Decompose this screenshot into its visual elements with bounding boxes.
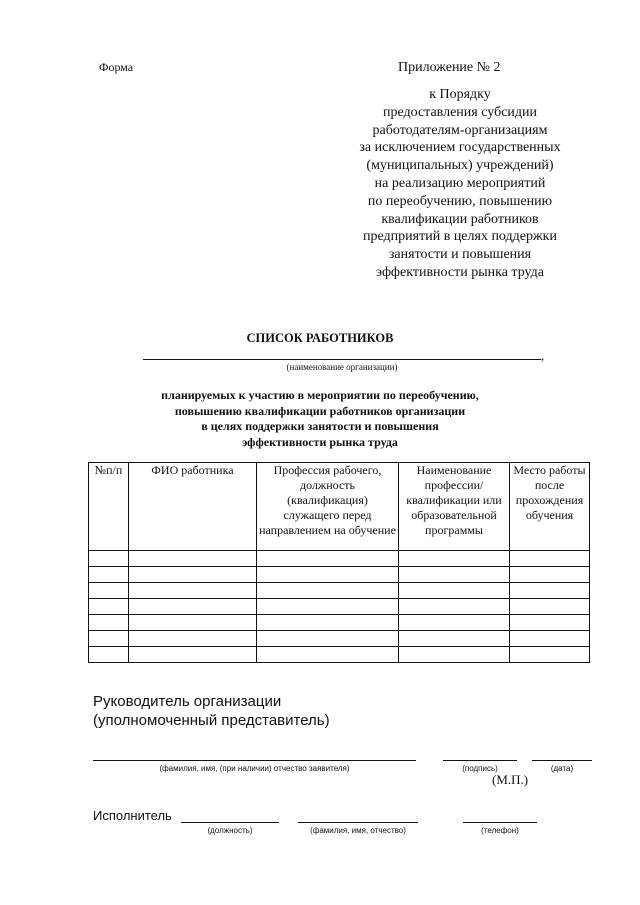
document-subtitle bbox=[120, 388, 520, 450]
subtitle-line: повышению квалификации работников организации bbox=[174, 403, 466, 418]
table-cell[interactable] bbox=[89, 551, 129, 567]
date-caption: (дата) bbox=[550, 764, 574, 773]
table-cell[interactable] bbox=[257, 631, 399, 647]
appendix-title: Приложение № 2 bbox=[398, 60, 501, 75]
appendix-line: к Порядку bbox=[429, 87, 491, 102]
executor-fio-caption: (фамилия, имя, отчество) bbox=[310, 826, 406, 835]
table-cell[interactable] bbox=[129, 647, 257, 663]
appendix-line: предоставления субсидии bbox=[382, 104, 538, 120]
phone-line[interactable] bbox=[463, 822, 537, 823]
subtitle-line: планируемых к участию в мероприятии по переобучению, bbox=[161, 388, 479, 402]
table-cell[interactable] bbox=[89, 615, 129, 631]
appendix-line: по переобучению, повышению bbox=[367, 193, 553, 209]
date-line[interactable] bbox=[532, 760, 592, 761]
head-label-line: (уполномоченный представитель) bbox=[93, 712, 330, 729]
table-header-row bbox=[89, 463, 590, 551]
table-cell[interactable] bbox=[129, 599, 257, 615]
appendix-line: за исключением государственных bbox=[359, 140, 561, 156]
table-cell[interactable] bbox=[129, 583, 257, 599]
phone-caption: (телефон) bbox=[481, 826, 519, 835]
executor-label: Исполнитель bbox=[93, 808, 172, 823]
table-cell[interactable] bbox=[399, 583, 510, 599]
appendix-line: занятости и повышения bbox=[388, 247, 532, 263]
table-row bbox=[89, 599, 590, 615]
table-row bbox=[89, 631, 590, 647]
table-cell[interactable] bbox=[257, 551, 399, 567]
table-cell[interactable] bbox=[89, 567, 129, 583]
column-header-number: №п/п bbox=[89, 463, 129, 551]
appendix-line: работодателям-организациям bbox=[372, 122, 548, 138]
applicant-fio-caption: (фамилия, имя, (при наличии) отчество заявителя) bbox=[159, 764, 350, 773]
table-cell[interactable] bbox=[89, 599, 129, 615]
column-header-qualification: Наименование профессии/ квалификации или образовательной программы bbox=[399, 463, 510, 551]
table-cell[interactable] bbox=[257, 567, 399, 583]
appendix-line: эффективности рынка труда bbox=[376, 264, 544, 280]
table-cell[interactable] bbox=[510, 631, 590, 647]
executor-fio-line[interactable] bbox=[298, 822, 418, 823]
table-cell[interactable] bbox=[129, 551, 257, 567]
table-cell[interactable] bbox=[89, 583, 129, 599]
table-cell[interactable] bbox=[89, 647, 129, 663]
table-cell[interactable] bbox=[399, 631, 510, 647]
appendix-line: (муниципальных) учреждений) bbox=[366, 158, 554, 174]
organization-caption: (наименование организации) bbox=[286, 362, 398, 372]
head-label-line: Руководитель организации bbox=[93, 693, 282, 710]
table-row bbox=[89, 615, 590, 631]
table-cell[interactable] bbox=[510, 599, 590, 615]
table-cell[interactable] bbox=[399, 599, 510, 615]
head-of-organization-label bbox=[93, 692, 330, 730]
table-cell[interactable] bbox=[129, 615, 257, 631]
organization-name-line bbox=[143, 359, 541, 360]
table-cell[interactable] bbox=[257, 615, 399, 631]
stamp-place-label: (М.П.) bbox=[492, 772, 529, 787]
signature-caption: (подпись) bbox=[462, 764, 498, 773]
position-line[interactable] bbox=[181, 822, 279, 823]
table-cell[interactable] bbox=[510, 551, 590, 567]
table-cell[interactable] bbox=[399, 615, 510, 631]
document-title: СПИСОК РАБОТНИКОВ bbox=[246, 331, 394, 345]
appendix-line: квалификации работников bbox=[381, 211, 539, 227]
workers-table bbox=[88, 462, 590, 663]
applicant-fio-line[interactable] bbox=[93, 760, 416, 761]
table-cell[interactable] bbox=[399, 647, 510, 663]
table-cell[interactable] bbox=[399, 551, 510, 567]
signature-line[interactable] bbox=[443, 760, 517, 761]
table-cell[interactable] bbox=[89, 631, 129, 647]
table-row bbox=[89, 647, 590, 663]
appendix-line: на реализацию мероприятий bbox=[374, 175, 546, 191]
table-cell[interactable] bbox=[510, 567, 590, 583]
table-cell[interactable] bbox=[257, 647, 399, 663]
table-cell[interactable] bbox=[510, 647, 590, 663]
table-row bbox=[89, 567, 590, 583]
table-row bbox=[89, 551, 590, 567]
table-row bbox=[89, 583, 590, 599]
table-cell[interactable] bbox=[129, 631, 257, 647]
subtitle-line: эффективности рынка труда bbox=[242, 434, 398, 449]
column-header-fio: ФИО работника bbox=[129, 463, 257, 551]
table-cell[interactable] bbox=[129, 567, 257, 583]
appendix-description bbox=[325, 86, 595, 282]
form-label: Форма bbox=[99, 60, 134, 74]
column-header-workplace: Место работы после прохождения обучения bbox=[510, 463, 590, 551]
table-cell[interactable] bbox=[399, 567, 510, 583]
position-caption: (должность) bbox=[207, 826, 253, 835]
organization-comma: , bbox=[541, 348, 545, 363]
column-header-profession: Профессия рабочего, должность (квалификация) служащего перед направлением на обучение bbox=[257, 463, 399, 551]
subtitle-line: в целях поддержки занятости и повышения bbox=[201, 419, 439, 433]
appendix-line: предприятий в целях поддержки bbox=[363, 229, 557, 245]
table-cell[interactable] bbox=[257, 599, 399, 615]
table-cell[interactable] bbox=[257, 583, 399, 599]
table-cell[interactable] bbox=[510, 615, 590, 631]
table-cell[interactable] bbox=[510, 583, 590, 599]
